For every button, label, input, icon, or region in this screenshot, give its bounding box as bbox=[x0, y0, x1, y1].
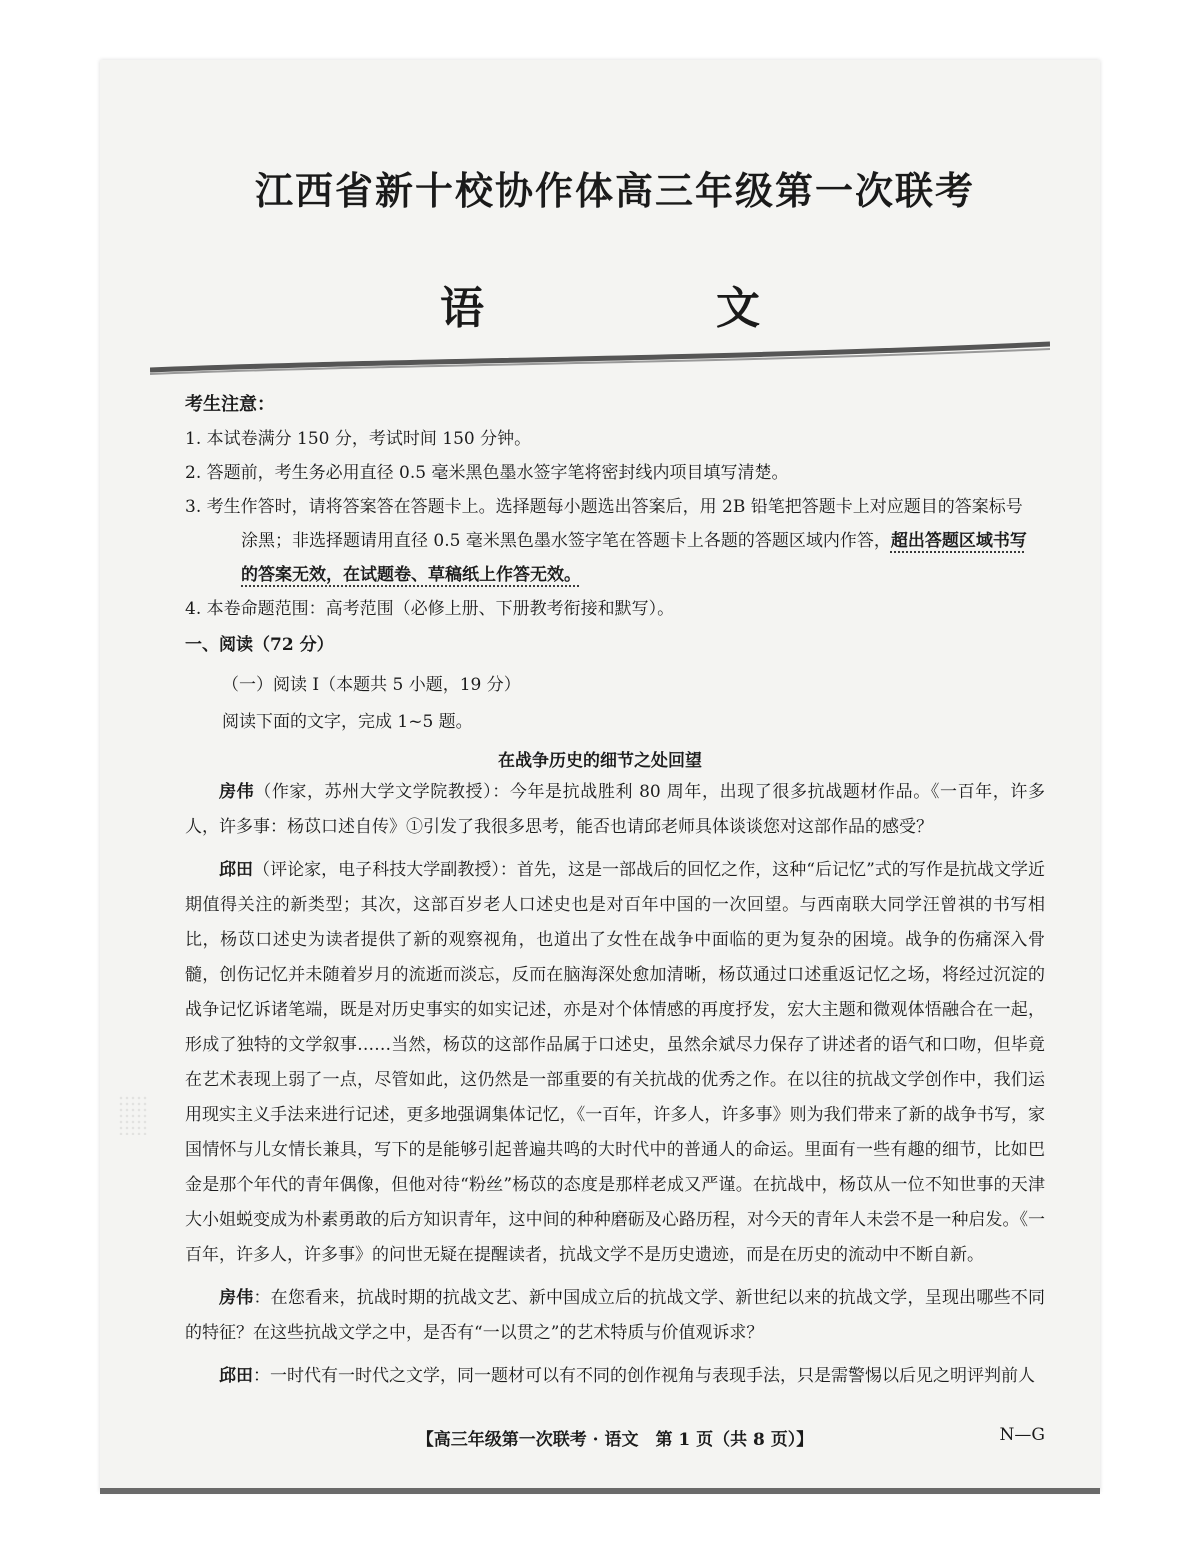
paragraph-text: ：一时代有一时代之文学，同一题材可以有不同的创作视角与表现手法，只是需警惕以后见之明评判前人 bbox=[253, 1366, 1035, 1386]
paragraph-text: （评论家，电子科技大学副教授）：首先，这是一部战后的回忆之作，这种“后记忆”式的写作是抗战文学近期值得关注的新类型；其次，这部百岁老人口述史也是对百年中国的一次回望。与西南联大同学汪曾祺的书写相比，杨苡口述史为读者提供了新的观察视角，也道出了女性在战争中面临的更为复杂的困境。战争的伤痛深入骨髓，创伤记忆并未随着岁月的流逝而淡忘，反而在脑海深处愈加清晰，杨苡通过口述重返记忆之场，将经过沉淀的战争记忆诉诸笔端，既是对历史事实的如实记述，亦是对个体情感的再度抒发，宏大主题和微观体悟融合在一起，形成了独特的文学叙事……当然，杨苡的这部作品属于口述史，虽然余斌尽力保存了讲述者的语气和口吻，但毕竟在艺术表现上弱了一点，尽管如此，这仍然是一部重要的有关抗战的优秀之作。在以往的抗战文学创作中，我们运用现实主义手法来进行记述，更多地强调集体记忆，《一百年，许多人，许多事》则为我们带来了新的战争书写，家国情怀与儿女情长兼具，写下的是能够引起普遍共鸣的大时代中的普通人的命运。里面有一些有趣的细节，比如巴金是那个年代的青年偶像，但他对待“粉丝”杨苡的态度是那样老成又严谨。在抗战中，杨苡从一位不知世事的天津大小姐蜕变成为朴素勇敢的后方知识青年，这中间的种种磨砺及心路历程，对今天的青年人未尝不是一种启发。《一百年，许多人，许多事》的问世无疑在提醒读者，抗战文学不是历史遗迹，而是在历史的流动中不断自新。 bbox=[185, 860, 1045, 1265]
article-title: 在战争历史的细节之处回望 bbox=[498, 751, 702, 771]
speaker-name: 邱田 bbox=[219, 860, 254, 880]
notice-emphasis-2: 的答案无效，在试题卷、草稿纸上作答无效。 bbox=[241, 565, 581, 585]
paragraph bbox=[185, 1281, 1045, 1351]
paragraph bbox=[185, 853, 1045, 1273]
reading-instruction: 阅读下面的文字，完成 1~5 题。 bbox=[222, 712, 473, 732]
candidate-notice bbox=[185, 388, 1045, 626]
binding-texture bbox=[118, 1095, 148, 1135]
notice-item-3-continuation-2 bbox=[185, 558, 1045, 592]
notice-item-3-continuation bbox=[185, 524, 1045, 558]
paragraph-text: ：在您看来，抗战时期的抗战文艺、新中国成立后的抗战文学、新世纪以来的抗战文学，呈现出哪些不同的特征？在这些抗战文学之中，是否有“一以贯之”的艺术特质与价值观诉求？ bbox=[185, 1288, 1046, 1343]
speaker-name: 房伟 bbox=[219, 1288, 254, 1308]
paragraph bbox=[185, 775, 1045, 845]
section-title: 一、阅读（72 分） bbox=[185, 635, 334, 655]
exam-title: 江西省新十校协作体高三年级第一次联考 bbox=[255, 169, 976, 213]
notice-item-3-plain: 涂黑；非选择题请用直径 0.5 毫米黑色墨水签字笔在答题卡上各题的答题区域内作答， bbox=[241, 531, 891, 551]
notice-item-2: 2. 答题前，考生务必用直径 0.5 毫米黑色墨水签字笔将密封线内项目填写清楚。 bbox=[185, 463, 789, 483]
notice-item-1: 1. 本试卷满分 150 分，考试时间 150 分钟。 bbox=[185, 429, 532, 449]
notice-emphasis-1: 超出答题区域书写 bbox=[890, 531, 1027, 551]
footer-page-info: 【高三年级第一次联考 · 语文 第 1 页（共 8 页）】 bbox=[416, 1430, 814, 1450]
subject-title bbox=[440, 272, 760, 336]
paper-edge bbox=[100, 1488, 1100, 1494]
article-body bbox=[185, 775, 1045, 1402]
notice-item-3 bbox=[185, 490, 1045, 592]
sub-section-title: （一）阅读 I（本题共 5 小题，19 分） bbox=[222, 675, 521, 695]
speaker-name: 邱田 bbox=[219, 1366, 253, 1386]
notice-item-4: 4. 本卷命题范围：高考范围（必修上册、下册教考衔接和默写）。 bbox=[185, 599, 675, 619]
paragraph bbox=[185, 1359, 1045, 1394]
paragraph-text: （作家，苏州大学文学院教授）：今年是抗战胜利 80 周年，出现了很多抗战题材作品。《一百年，许多人，许多事：杨苡口述自传》①引发了我很多思考，能否也请邱老师具体谈谈您对这部作品的感受？ bbox=[185, 782, 1046, 837]
subject-char-2: 文 bbox=[716, 283, 760, 334]
page-footer bbox=[185, 1425, 1045, 1450]
speaker-name: 房伟 bbox=[219, 782, 255, 802]
notice-heading: 考生注意： bbox=[185, 394, 275, 415]
subject-char-1: 语 bbox=[440, 283, 484, 334]
header-divider bbox=[150, 340, 1050, 380]
footer-code: N—G bbox=[999, 1425, 1045, 1445]
notice-item-3-text: 3. 考生作答时，请将答案答在答题卡上。选择题每小题选出答案后，用 2B 铅笔把答题卡上对应题目的答案标号 bbox=[185, 497, 1023, 517]
